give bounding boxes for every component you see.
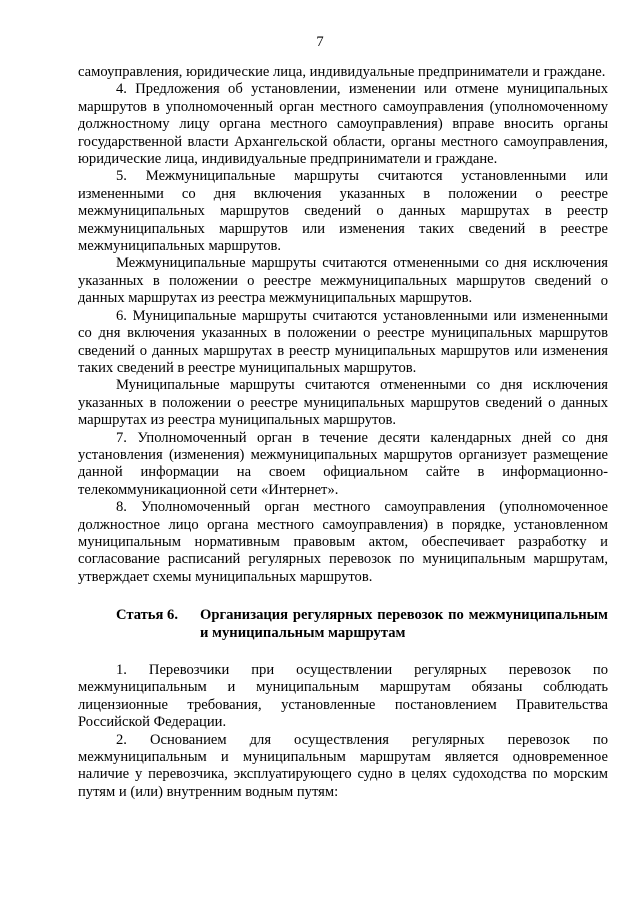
paragraph: 6. Муниципальные маршруты считаются установленными или измененными со дня включения указанных в положении о реестре муниципальных маршрутов сведений о данных маршрутах в реестр муниципальных маршрутов или изменения таких сведений в реестре муниципальных маршрутов. (78, 307, 608, 376)
paragraph: 1. Перевозчики при осуществлении регулярных перевозок по межмуниципальным и муниципальным маршрутам обязаны соблюдать лицензионные требования, установленные постановлением Правительства Российской Федерации. (78, 662, 608, 731)
paragraph: Муниципальные маршруты считаются отмененными со дня исключения указанных в положении о реестре муниципальных маршрутов сведений о данных маршрутах из реестра муниципальных маршрутов. (78, 377, 608, 429)
article-heading (78, 607, 608, 642)
paragraph: 2. Основанием для осуществления регулярных перевозок по межмуниципальным и муниципальным маршрутам является одновременное наличие у перевозчика, эксплуатирующего судно в целях судоходства по морским путям и (или) внутренним водным путям: (78, 731, 608, 800)
article-number: Статья 6. (116, 607, 178, 624)
document-body (78, 64, 608, 801)
paragraph: 7. Уполномоченный орган в течение десяти календарных дней со дня установления (изменения) межмуниципальных маршрутов организует размещение данной информации на своем официальном сайте в информационно-телекоммуникационной сети «Интернет». (78, 429, 608, 498)
paragraphs-before-article (78, 64, 608, 586)
paragraph: 8. Уполномоченный орган местного самоуправления (уполномоченное должностное лицо органа местного самоуправления) в порядке, установленном муниципальным нормативным правовым актом, обеспечивает разработку и согласование расписаний регулярных перевозок по муниципальным маршрутам, утверждает схемы муниципальных маршрутов. (78, 499, 608, 585)
paragraphs-after-article (78, 662, 608, 801)
article-title: Организация регулярных перевозок по межмуниципальным и муниципальным маршрутам (200, 607, 608, 641)
paragraph: 5. Межмуниципальные маршруты считаются установленными или измененными со дня включения указанных в положении о реестре межмуниципальных маршрутов сведений о данных маршрутах в реестр межмуниципальных маршрутов или изменения таких сведений в реестре межмуниципальных маршрутов. (78, 168, 608, 255)
paragraph: самоуправления, юридические лица, индивидуальные предприниматели и граждане. (78, 64, 606, 80)
page-number: 7 (316, 34, 324, 50)
paragraph: Межмуниципальные маршруты считаются отмененными со дня исключения указанных в положении о реестре межмуниципальных маршрутов сведений о данных маршрутах из реестра межмуниципальных маршрутов. (78, 255, 608, 307)
paragraph: 4. Предложения об установлении, изменении или отмене муниципальных маршрутов в уполномоченный орган местного самоуправления (уполномоченному должностному лицу органа местного самоуправления) вправе вносить органы государственной власти Архангельской области, органы местного самоуправления, юридические лица, индивидуальные предприниматели и граждане. (78, 81, 608, 168)
